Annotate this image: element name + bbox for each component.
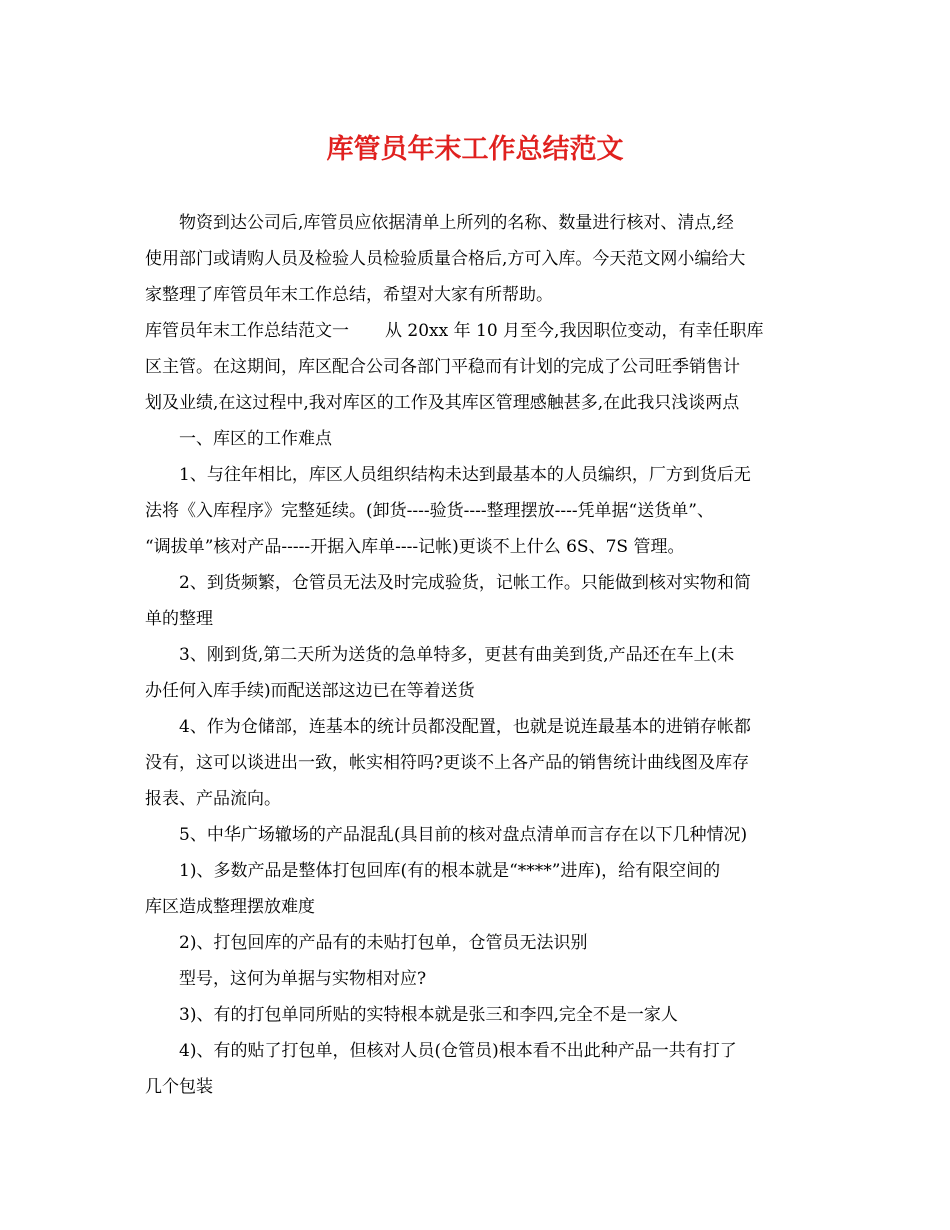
body-line: 2、到货频繁，仓管员无法及时完成验货，记帐工作。只能做到核对实物和简 bbox=[179, 573, 751, 593]
subsection-heading: 一、库区的工作难点 bbox=[179, 429, 332, 449]
document-body bbox=[145, 205, 815, 1105]
body-line: 报表、产品流向。 bbox=[145, 789, 281, 809]
body-line: 3)、有的打包单同所贴的实特根本就是张三和李四,完全不是一家人 bbox=[179, 1005, 678, 1025]
intro-line: 使用部门或请购人员及检验人员检验质量合格后,方可入库。今天范文网小编给大 bbox=[145, 249, 746, 269]
body-line: 区主管。在这期间，库区配合公司各部门平稳而有计划的完成了公司旺季销售计 bbox=[145, 357, 740, 377]
intro-line: 家整理了库管员年末工作总结，希望对大家有所帮助。 bbox=[145, 285, 553, 305]
body-line: 法将《入库程序》完整延续。(卸货----验货----整理摆放----凭单据“送货单”、 bbox=[145, 501, 714, 521]
body-line: 几个包装 bbox=[145, 1077, 213, 1097]
body-line: 1、与往年相比，库区人员组织结构未达到最基本的人员编织，厂方到货后无 bbox=[179, 465, 751, 485]
body-line: 没有，这可以谈进出一致，帐实相符吗?更谈不上各产品的销售统计曲线图及库存 bbox=[145, 753, 750, 773]
body-line: 4、作为仓储部，连基本的统计员都没配置，也就是说连最基本的进销存帐都 bbox=[179, 717, 751, 737]
body-line: 单的整理 bbox=[145, 609, 213, 629]
section-heading-line bbox=[145, 313, 815, 349]
body-line: 办任何入库手续)而配送部这边已在等着送货 bbox=[145, 681, 475, 701]
body-line: 5、中华广场辙场的产品混乱(具目前的核对盘点清单而言存在以下几种情况) bbox=[179, 825, 748, 845]
document-title: 库管员年末工作总结范文 bbox=[326, 134, 624, 165]
body-line: 2)、打包回库的产品有的未贴打包单，仓管员无法识别 bbox=[179, 933, 588, 953]
body-line: 1)、多数产品是整体打包回库(有的根本就是“****”进库)，给有限空间的 bbox=[179, 861, 721, 881]
body-line: 库区造成整理摆放难度 bbox=[145, 897, 315, 917]
body-line: 型号，这何为单据与实物相对应? bbox=[179, 969, 427, 989]
body-line: 划及业绩,在这过程中,我对库区的工作及其库区管理感触甚多,在此我只浅谈两点 bbox=[145, 393, 740, 413]
intro-line: 物资到达公司后,库管员应依据清单上所列的名称、数量进行核对、清点,经 bbox=[179, 213, 734, 233]
section-label: 库管员年末工作总结范文一 bbox=[145, 321, 349, 341]
body-line: “调拔单”核对产品-----开据入库单----记帐)更谈不上什么 6S、7S 管理。 bbox=[145, 537, 685, 557]
body-line: 3、刚到货,第二天所为送货的急单特多，更甚有曲美到货,产品还在车上(未 bbox=[179, 645, 735, 665]
body-line: 4)、有的贴了打包单，但核对人员(仓管员)根本看不出此种产品一共有打了 bbox=[179, 1041, 737, 1061]
section-first-line: 从 20xx 年 10 月至今,我因职位变动，有幸任职库 bbox=[385, 321, 764, 341]
